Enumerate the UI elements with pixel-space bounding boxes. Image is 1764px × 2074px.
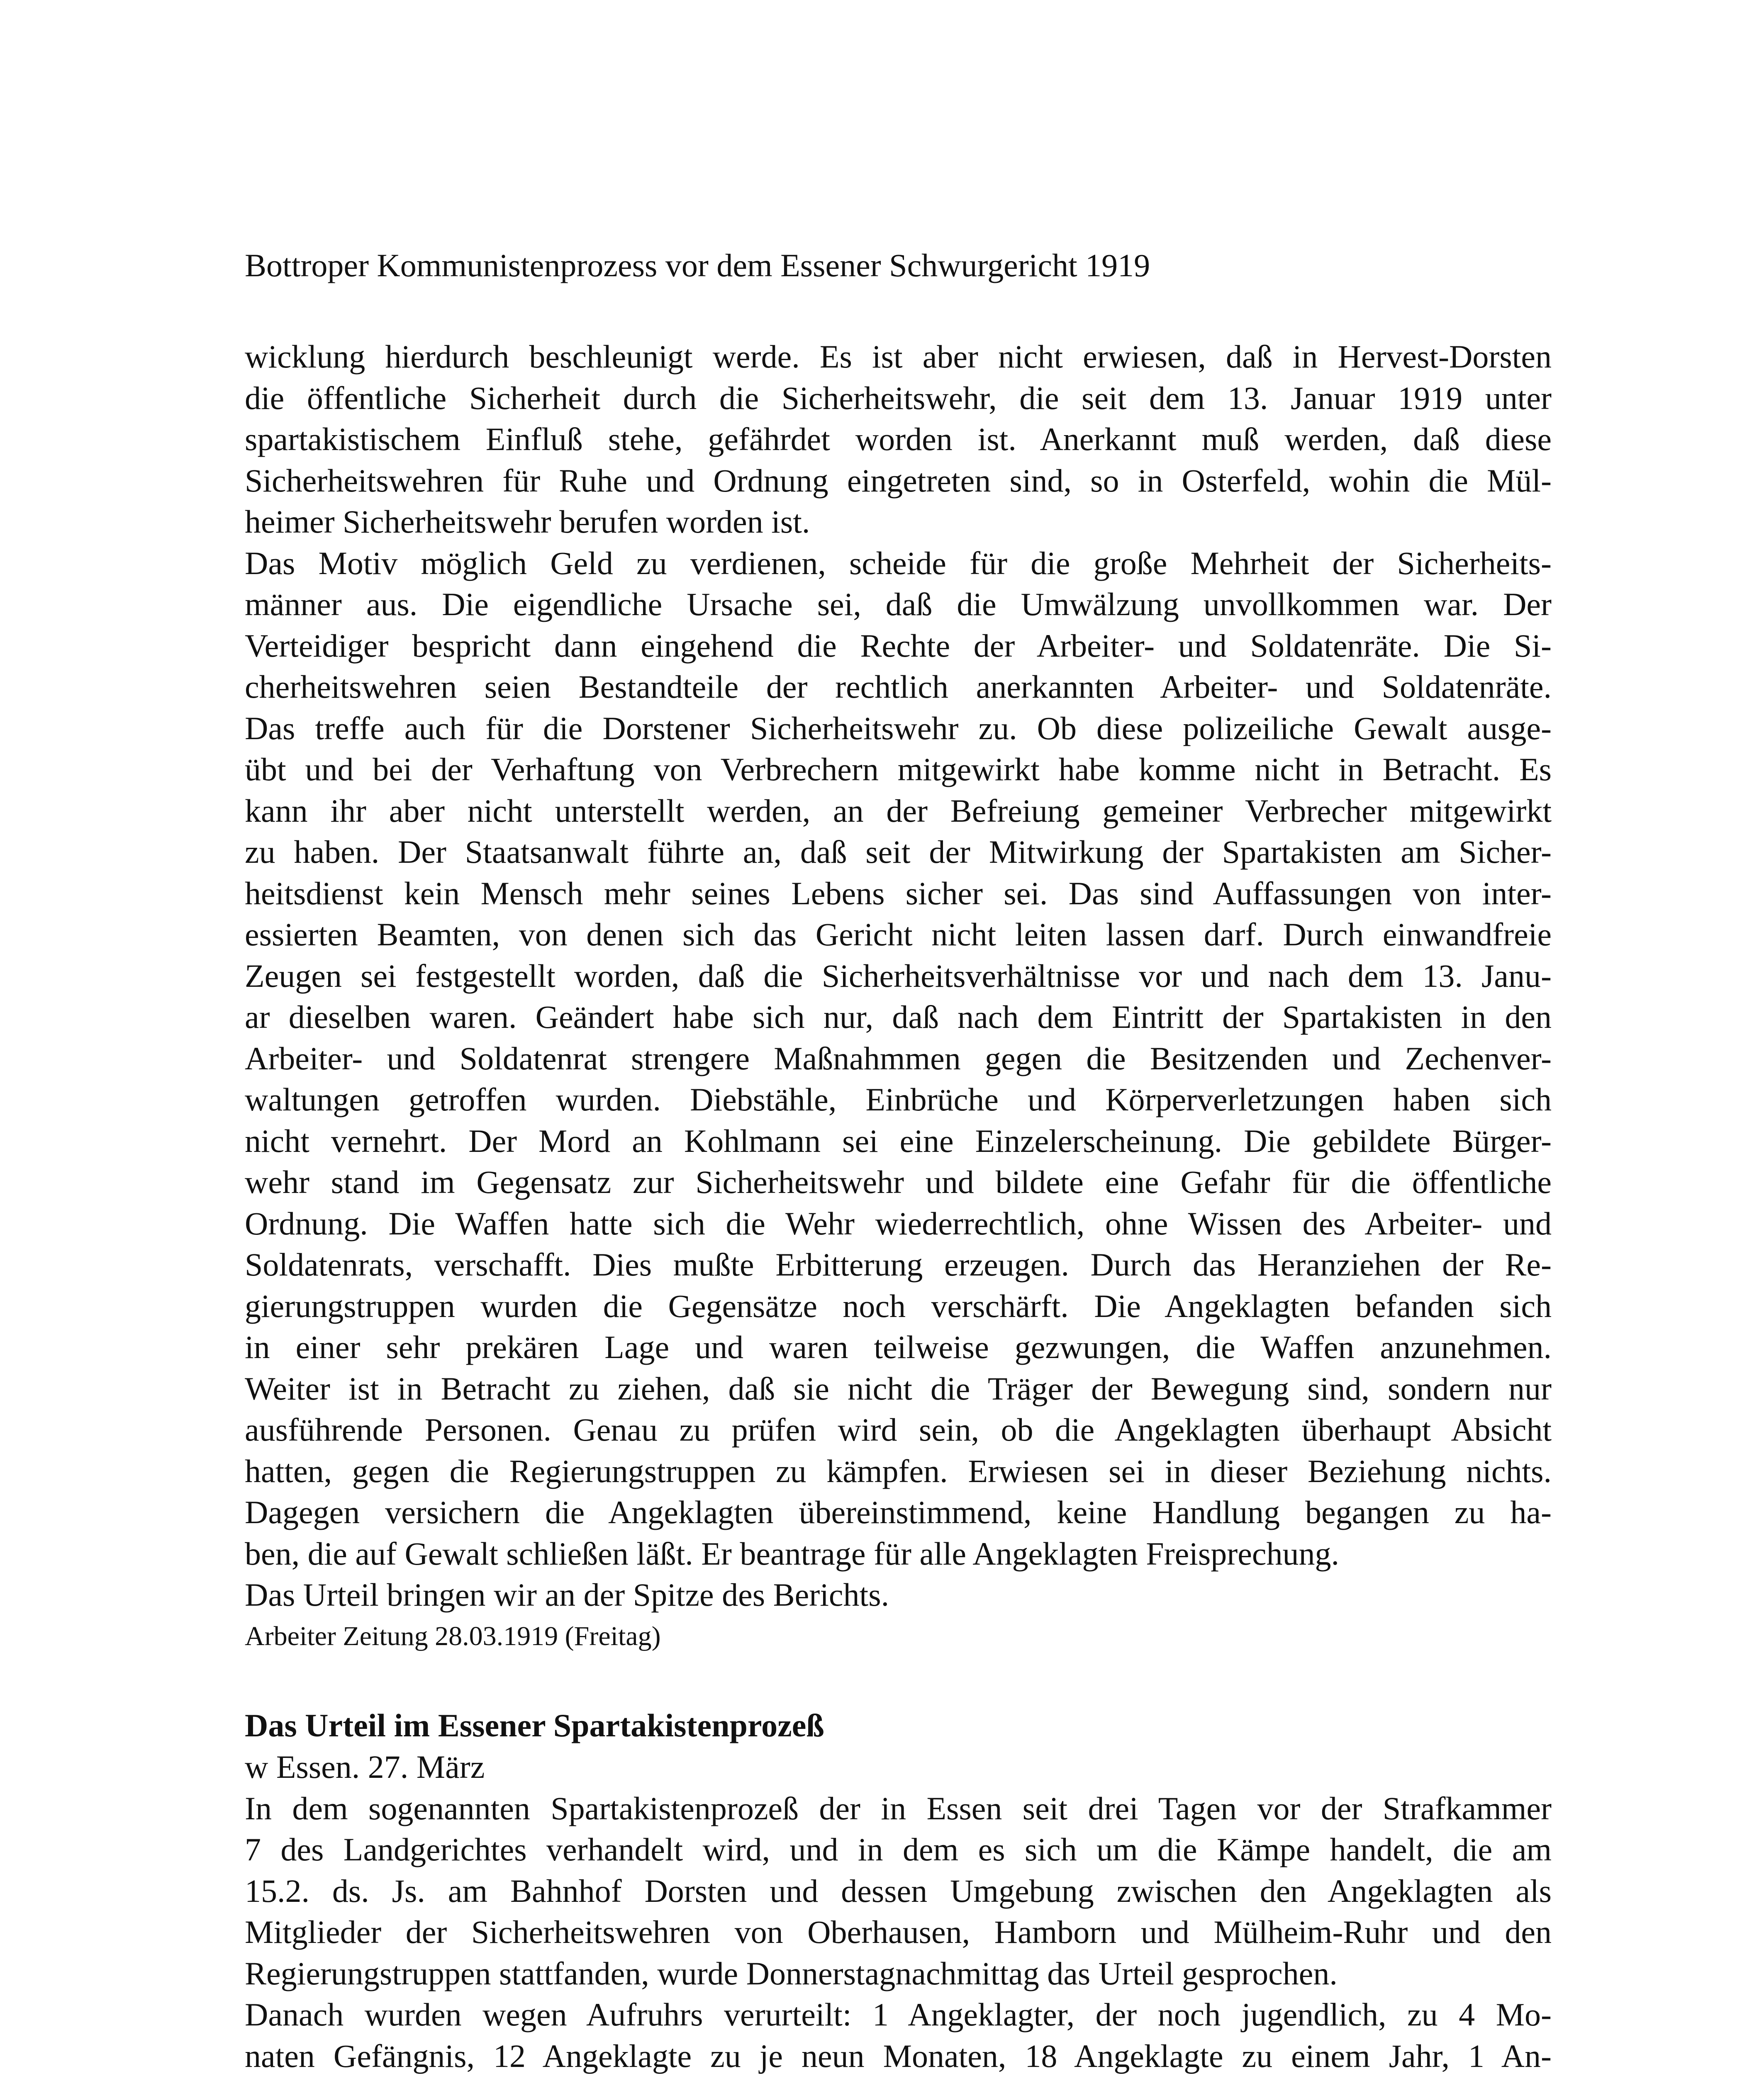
text-line: Soldatenrats, verschafft. Dies mußte Erbitterung erzeugen. Durch das Heranziehen der Re- — [245, 1246, 1552, 1283]
text-line: Dagegen versichern die Angeklagten übereinstimmend, keine Handlung begangen zu ha- — [245, 1494, 1552, 1530]
text-line: wicklung hierdurch beschleunigt werde. Es ist aber nicht erwiesen, daß in Hervest-Dorsten — [245, 338, 1552, 375]
text-line: Regierungstruppen stattfanden, wurde Donnerstagnachmittag das Urteil gesprochen. — [245, 1955, 1338, 1991]
text-line: ausführende Personen. Genau zu prüfen wird sein, ob die Angeklagten überhaupt Absicht — [245, 1412, 1552, 1448]
text-line: wehr stand im Gegensatz zur Sicherheitswehr und bildete eine Gefahr für die öffentliche — [245, 1164, 1552, 1200]
text-line: 15.2. ds. Js. am Bahnhof Dorsten und dessen Umgebung zwischen den Angeklagten als — [245, 1872, 1552, 1909]
text-line: Sicherheitswehren für Ruhe und Ordnung eingetreten sind, so in Osterfeld, wohin die Mül- — [245, 462, 1552, 499]
text-line: die öffentliche Sicherheit durch die Sicherheitswehr, die seit dem 13. Januar 1919 unter — [245, 380, 1552, 416]
text-line: naten Gefängnis, 12 Angeklagte zu je neun Monaten, 18 Angeklagte zu einem Jahr, 1 An- — [245, 2037, 1552, 2074]
text-line: Arbeiter- und Soldatenrat strengere Maßnahmmen gegen die Besitzenden und Zechenver- — [245, 1040, 1552, 1076]
text-line: kann ihr aber nicht unterstellt werden, an der Befreiung gemeiner Verbrecher mitgewirkt — [245, 792, 1552, 829]
text-line: Mitglieder der Sicherheitswehren von Oberhausen, Hamborn und Mülheim-Ruhr und den — [245, 1914, 1552, 1950]
text-line: ar dieselben waren. Geändert habe sich nur, daß nach dem Eintritt der Spartakisten in den — [245, 999, 1552, 1035]
text-line: Zeugen sei festgestellt worden, daß die Sicherheitsverhältnisse vor und nach dem 13. Janu- — [245, 957, 1552, 994]
article1-paragraph-3 — [245, 1574, 1552, 1616]
article2-paragraph-2 — [245, 1994, 1552, 2074]
article2-paragraph-1 — [245, 1788, 1552, 1994]
text-line: gierungstruppen wurden die Gegensätze noch verschärft. Die Angeklagten befanden sich — [245, 1288, 1552, 1324]
text-line: In dem sogenannten Spartakistenprozeß der in Essen seit drei Tagen vor der Strafkammer — [245, 1790, 1552, 1826]
text-line: Ordnung. Die Waffen hatte sich die Wehr wiederrechtlich, ohne Wissen des Arbeiter- und — [245, 1205, 1552, 1241]
text-line: 7 des Landgerichtes verhandelt wird, und in dem es sich um die Kämpe handelt, die am — [245, 1831, 1552, 1867]
article1-paragraph-1 — [245, 336, 1552, 543]
text-line: männer aus. Die eigendliche Ursache sei, daß die Umwälzung unvollkommen war. Der — [245, 586, 1552, 622]
text-line: Das treffe auch für die Dorstener Sicherheitswehr zu. Ob diese polizeiliche Gewalt ausge- — [245, 710, 1552, 746]
text-line: Danach wurden wegen Aufruhrs verurteilt: 1 Angeklagter, der noch jugendlich, zu 4 Mo- — [245, 1996, 1552, 2033]
running-header: Bottroper Kommunistenprozess vor dem Essener Schwurgericht 1919 — [245, 247, 1150, 283]
section-spacer — [245, 1657, 1552, 1705]
text-line: heitsdienst kein Mensch mehr seines Lebens sicher sei. Das sind Auffassungen von inter- — [245, 875, 1552, 911]
text-line: Weiter ist in Betracht zu ziehen, daß sie nicht die Träger der Bewegung sind, sondern nur — [245, 1370, 1552, 1407]
text-line: hatten, gegen die Regierungstruppen zu kämpfen. Erwiesen sei in dieser Beziehung nichts. — [245, 1453, 1552, 1489]
text-line: cherheitswehren seien Bestandteile der rechtlich anerkannten Arbeiter- und Soldatenräte. — [245, 669, 1552, 705]
text-line: Das Urteil bringen wir an der Spitze des Berichts. — [245, 1577, 889, 1613]
section-heading: Das Urteil im Essener Spartakistenprozeß — [245, 1707, 824, 1743]
source-citation: Arbeiter Zeitung 28.03.1919 (Freitag) — [245, 1621, 661, 1651]
text-line: Verteidiger bespricht dann eingehend die Rechte der Arbeiter- und Soldatenräte. Die Si- — [245, 627, 1552, 664]
text-line: in einer sehr prekären Lage und waren teilweise gezwungen, die Waffen anzunehmen. — [245, 1329, 1552, 1365]
dateline: w Essen. 27. März — [245, 1748, 485, 1785]
text-line: heimer Sicherheitswehr berufen worden ist. — [245, 504, 810, 540]
text-line: spartakistischem Einfluß stehe, gefährdet worden ist. Anerkannt muß werden, daß diese — [245, 421, 1552, 457]
text-line: ben, die auf Gewalt schließen läßt. Er beantrage für alle Angeklagten Freisprechung. — [245, 1535, 1339, 1572]
article-body — [245, 336, 1552, 2074]
text-line: waltungen getroffen wurden. Diebstähle, Einbrüche und Körperverletzungen haben sich — [245, 1081, 1552, 1117]
text-line: Das Motiv möglich Geld zu verdienen, scheide für die große Mehrheit der Sicherheits- — [245, 545, 1552, 581]
text-line: übt und bei der Verhaftung von Verbrechern mitgewirkt habe komme nicht in Betracht. Es — [245, 751, 1552, 787]
article1-paragraph-2 — [245, 543, 1552, 1575]
text-line: zu haben. Der Staatsanwalt führte an, daß seit der Mitwirkung der Spartakisten am Sicher- — [245, 834, 1552, 870]
text-line: essierten Beamten, von denen sich das Gericht nicht leiten lassen darf. Durch einwandfreie — [245, 916, 1552, 952]
text-line: nicht vernehrt. Der Mord an Kohlmann sei eine Einzelerscheinung. Die gebildete Bürger- — [245, 1122, 1552, 1159]
